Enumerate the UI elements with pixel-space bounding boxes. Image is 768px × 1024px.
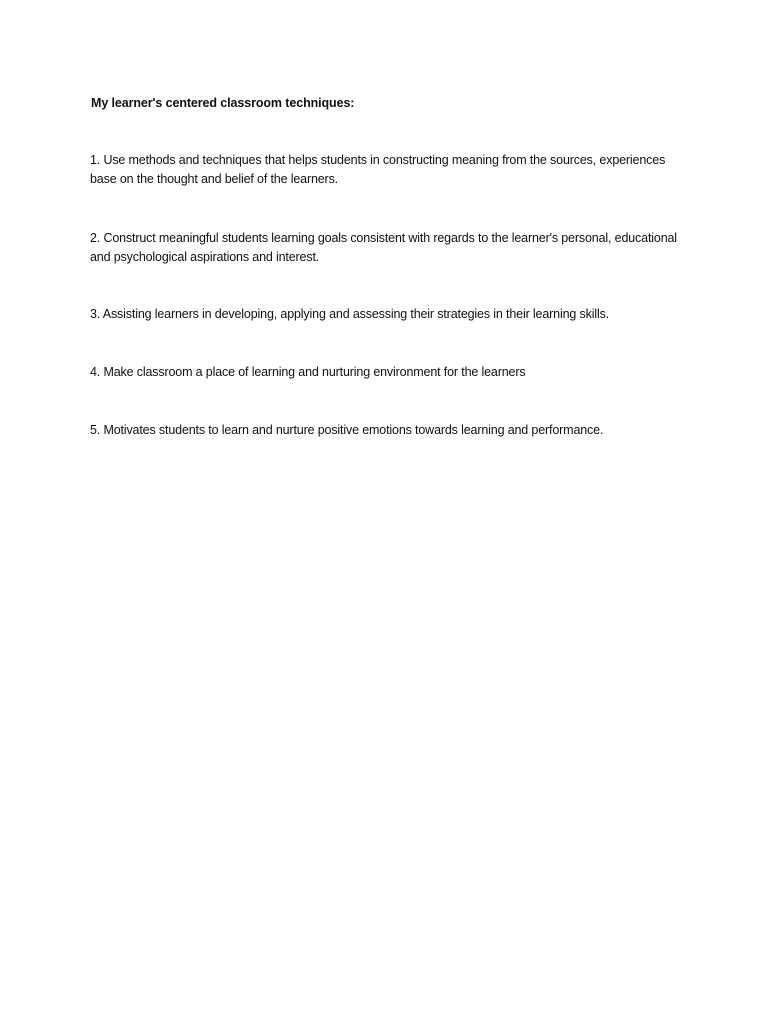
technique-item-3: 3. Assisting learners in developing, applying and assessing their strategies in their learning skills.: [90, 307, 610, 321]
technique-item-1: 1. Use methods and techniques that helps students in constructing meaning from the sources, experiences base on the thought and belief of the learners.: [90, 153, 666, 186]
technique-item-5: 5. Motivates students to learn and nurture positive emotions towards learning and performance.: [90, 423, 604, 437]
technique-item-4: 4. Make classroom a place of learning and nurturing environment for the learners: [90, 365, 526, 379]
technique-item-2: 2. Construct meaningful students learning goals consistent with regards to the learner's personal, educational and psychological aspirations and interest.: [90, 231, 677, 264]
document-title: My learner's centered classroom techniques:: [91, 96, 355, 110]
